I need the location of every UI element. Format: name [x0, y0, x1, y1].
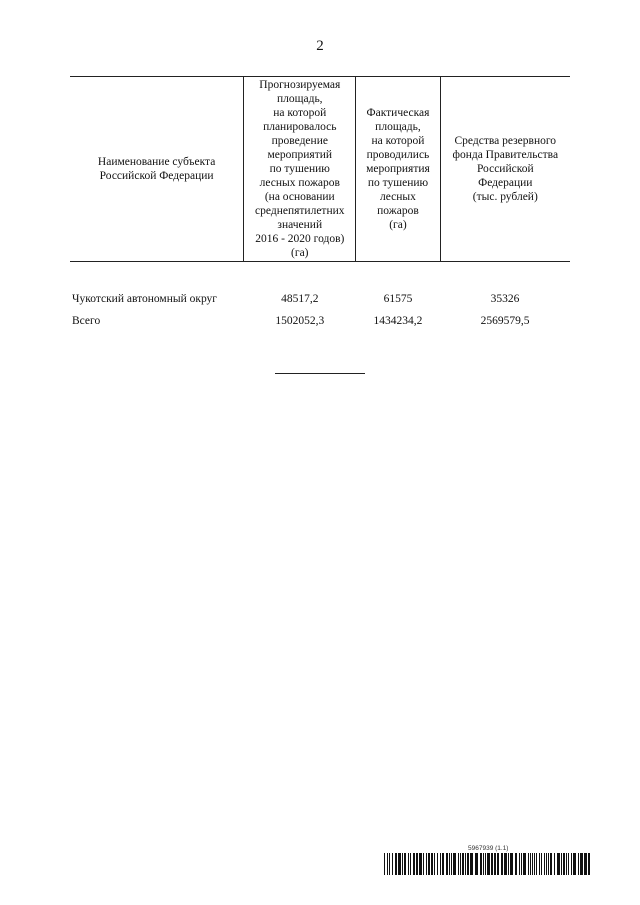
separator-line — [275, 373, 365, 374]
page-number: 2 — [316, 38, 324, 54]
table-row-total — [70, 306, 570, 328]
cell-total-actual: 1434234,2 — [373, 315, 423, 327]
data-table — [70, 76, 570, 328]
cell-subject-name: Чукотский автономный округ — [72, 293, 218, 305]
header-forecast-area: Прогнозируемая площадь, на которой планировалось проведение мероприятий по тушению лесных пожаров (на основании среднепятилетних значений 2016 - 2020 годов) (га) — [244, 77, 356, 262]
header-subject-name: Наименование субъекта Российской Федерации — [70, 77, 244, 262]
cell-forecast-area: 48517,2 — [281, 293, 319, 305]
cell-total-forecast: 1502052,3 — [275, 315, 325, 327]
barcode-text: 5967939 (1.1) — [468, 845, 509, 852]
header-actual-area: Фактическая площадь, на которой проводились мероприятия по тушению лесных пожаров (га) — [356, 77, 440, 262]
header-reserve-funds: Средства резервного фонда Правительства Российской Федерации (тыс. рублей) — [440, 77, 570, 262]
cell-total-label: Всего — [72, 315, 101, 327]
barcode-icon — [384, 853, 590, 875]
cell-actual-area: 61575 — [383, 293, 413, 305]
table-row — [70, 284, 570, 306]
cell-reserve-funds: 35326 — [490, 293, 520, 305]
cell-total-funds: 2569579,5 — [480, 315, 530, 327]
table-header-row — [70, 77, 570, 262]
